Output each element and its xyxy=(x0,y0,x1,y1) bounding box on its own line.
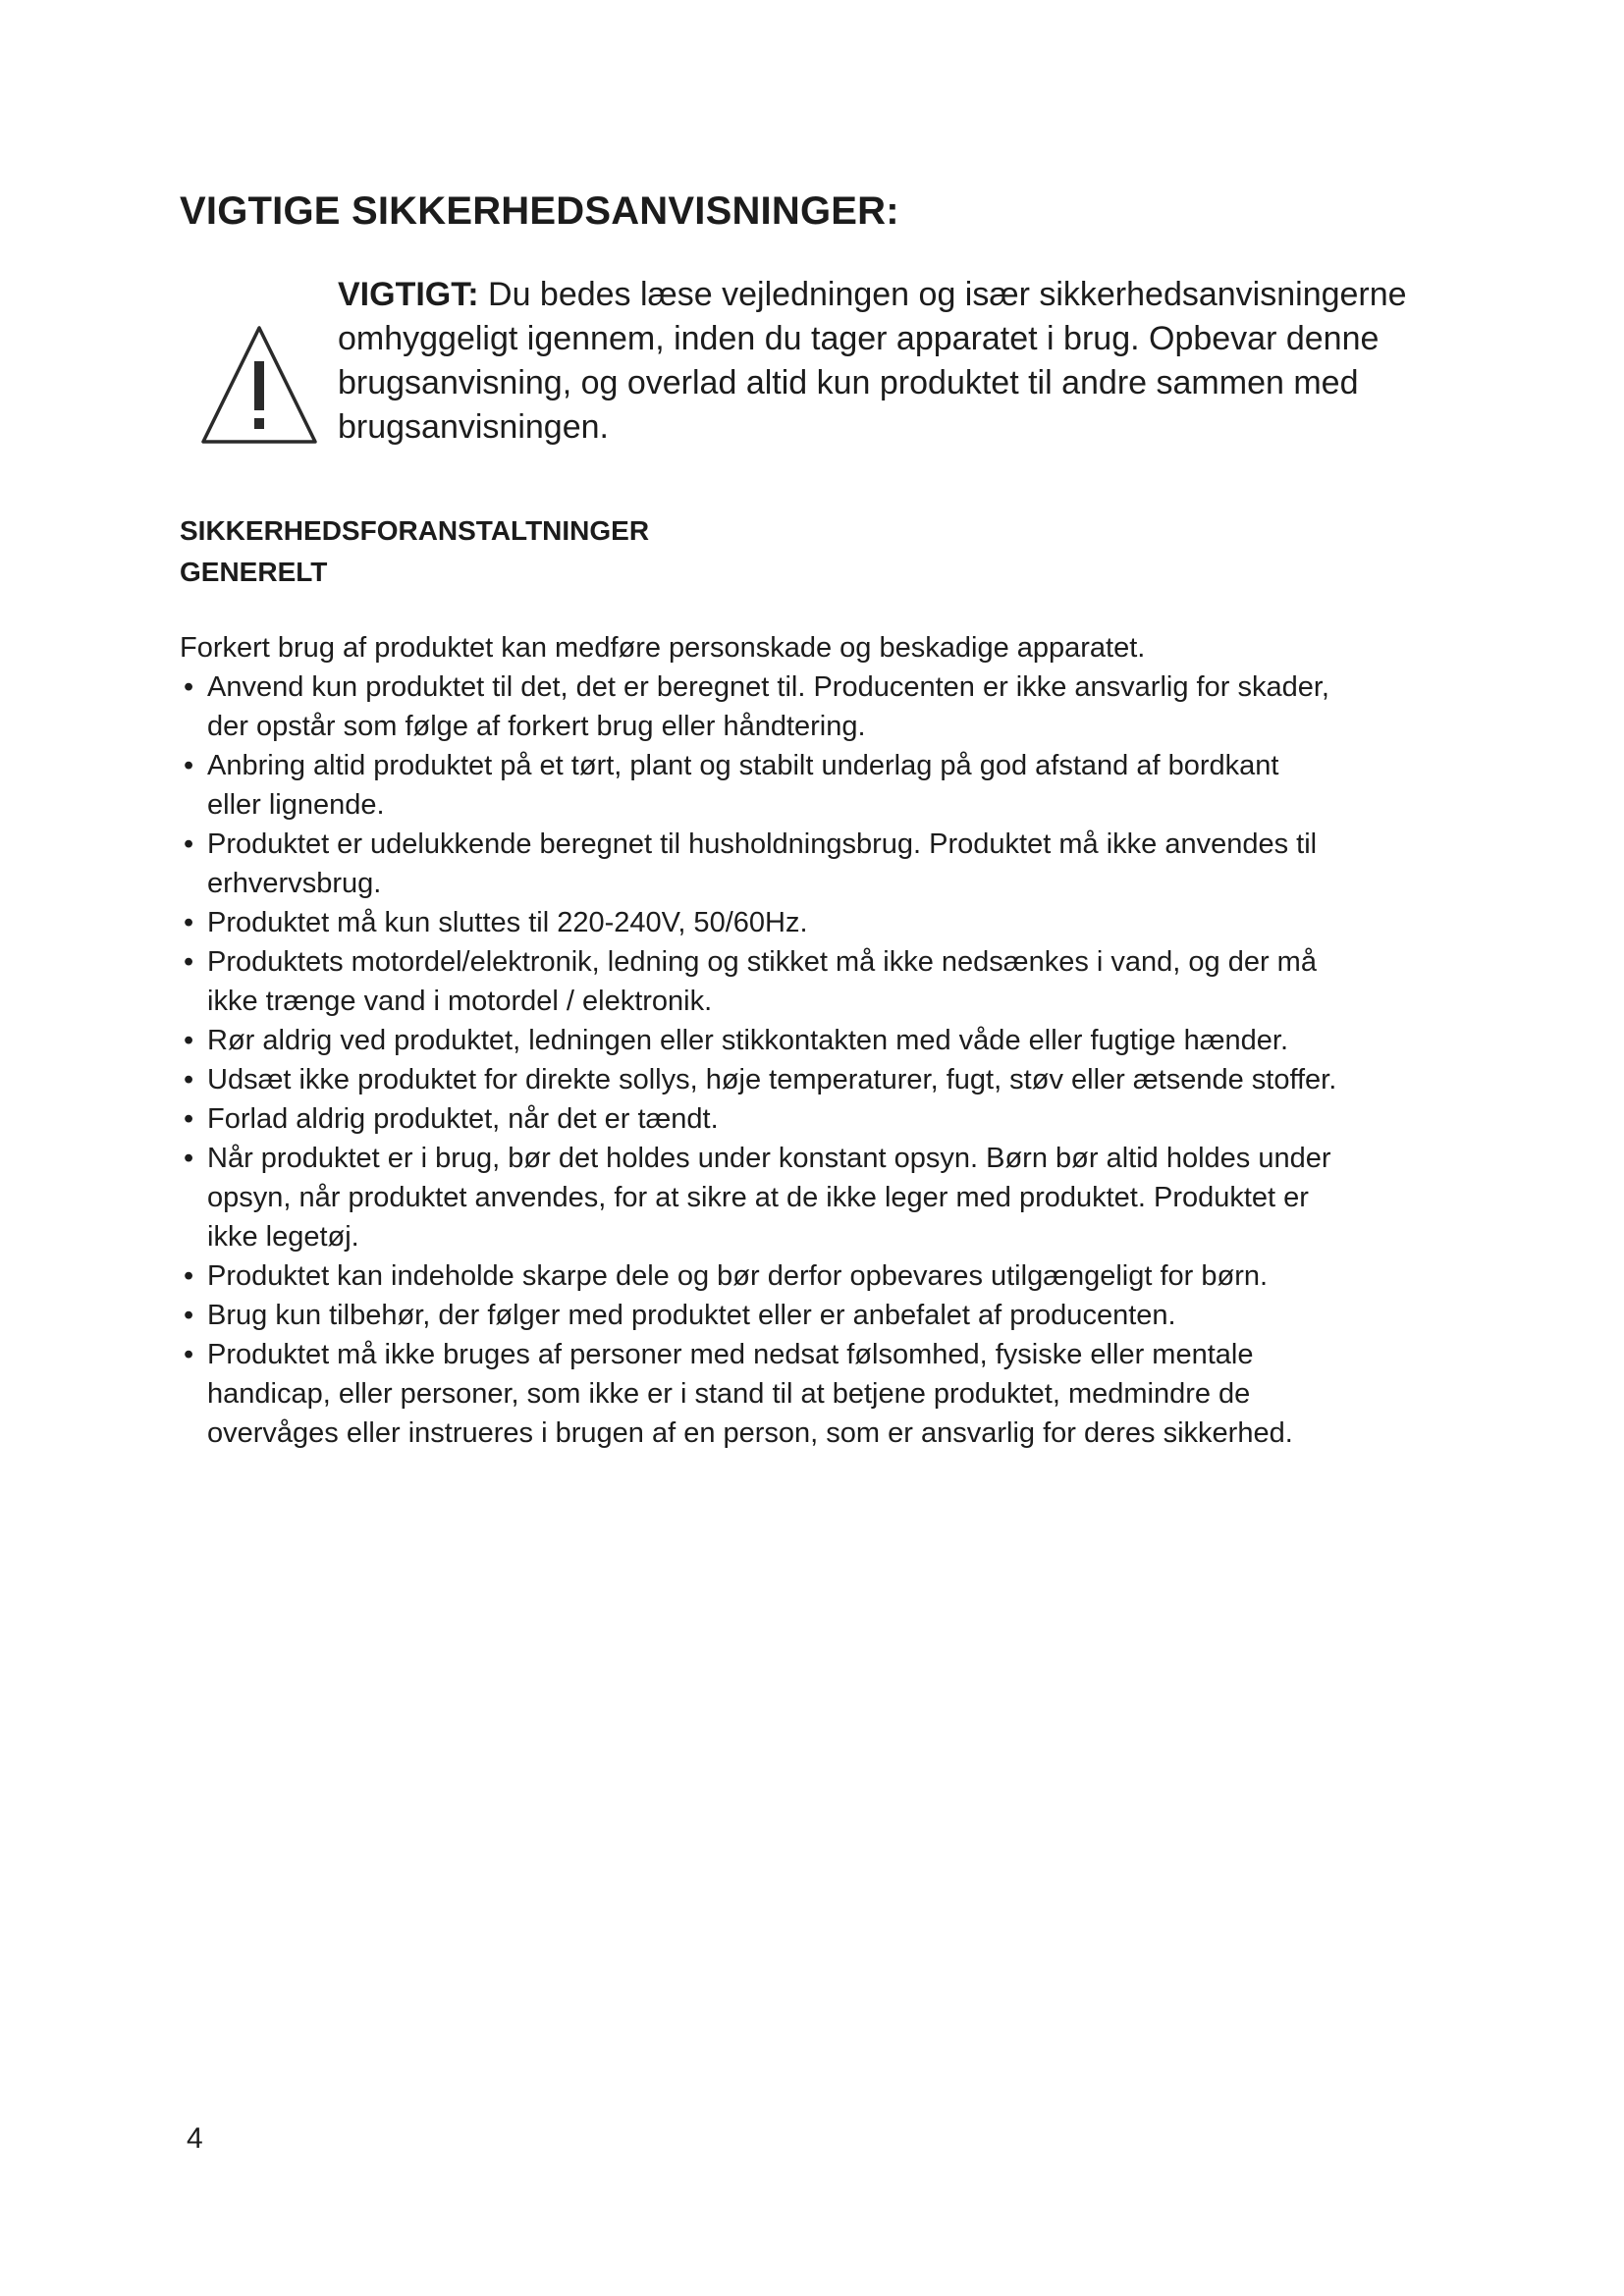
list-item: • Forlad aldrig produktet, når det er tændt. xyxy=(180,1099,1338,1139)
list-item: • Udsæt ikke produktet for direkte sollys, høje temperaturer, fugt, støv eller ætsende stoffer. xyxy=(180,1060,1338,1099)
list-item: • Når produktet er i brug, bør det holdes under konstant opsyn. Børn bør altid holdes under opsyn, når produktet anvendes, for at sikre at de ikke leger med produktet. Produktet er ikke legetøj. xyxy=(180,1139,1338,1256)
list-item: • Brug kun tilbehør, der følger med produktet eller er anbefalet af producenten. xyxy=(180,1296,1338,1335)
list-item: • Produktet kan indeholde skarpe dele og bør derfor opbevares utilgængeligt for børn. xyxy=(180,1256,1338,1296)
list-item: • Anbring altid produktet på et tørt, plant og stabilt underlag på god afstand af bordkant eller lignende. xyxy=(180,746,1338,825)
page-title: VIGTIGE SIKKERHEDSANVISNINGER: xyxy=(180,189,899,233)
intro-lead: VIGTIGT: xyxy=(338,276,479,313)
section-heading-line1: SIKKERHEDSFORANSTALTNINGER xyxy=(180,515,650,546)
list-item: • Produktet er udelukkende beregnet til husholdningsbrug. Produktet må ikke anvendes til erhvervsbrug. xyxy=(180,825,1338,903)
intro-text: Du bedes læse vejledningen og især sikkerhedsanvisningerne omhyggeligt igennem, inden du tager apparatet i brug. Opbevar denne brugsanvisning, og overlad altid kun produktet til andre sammen med brugsanvisningen. xyxy=(338,276,1407,446)
intro-paragraph xyxy=(338,273,1447,450)
warning-triangle-icon xyxy=(199,324,319,447)
list-item: • Rør aldrig ved produktet, ledningen eller stikkontakten med våde eller fugtige hænder. xyxy=(180,1021,1338,1060)
section-paragraph: Forkert brug af produktet kan medføre personskade og beskadige apparatet. xyxy=(180,632,1146,664)
section-heading-line2: GENERELT xyxy=(180,557,328,587)
section-body xyxy=(180,628,1338,1453)
safety-list xyxy=(180,667,1338,1453)
list-item: • Produktet må kun sluttes til 220-240V, 50/60Hz. xyxy=(180,903,1338,942)
list-item: • Produktets motordel/elektronik, ledning og stikket må ikke nedsænkes i vand, og der må ikke trænge vand i motordel / elektronik. xyxy=(180,942,1338,1021)
section-heading xyxy=(180,510,649,593)
list-item: • Produktet må ikke bruges af personer med nedsat følsomhed, fysiske eller mentale handicap, eller personer, som ikke er i stand til at betjene produktet, medmindre de overvåges eller instrueres i brugen af en person, som er ansvarlig for deres sikkerhed. xyxy=(180,1335,1338,1453)
page-number: 4 xyxy=(187,2122,203,2155)
list-item: • Anvend kun produktet til det, det er beregnet til. Producenten er ikke ansvarlig for skader, der opstår som følge af forkert brug eller håndtering. xyxy=(180,667,1338,746)
